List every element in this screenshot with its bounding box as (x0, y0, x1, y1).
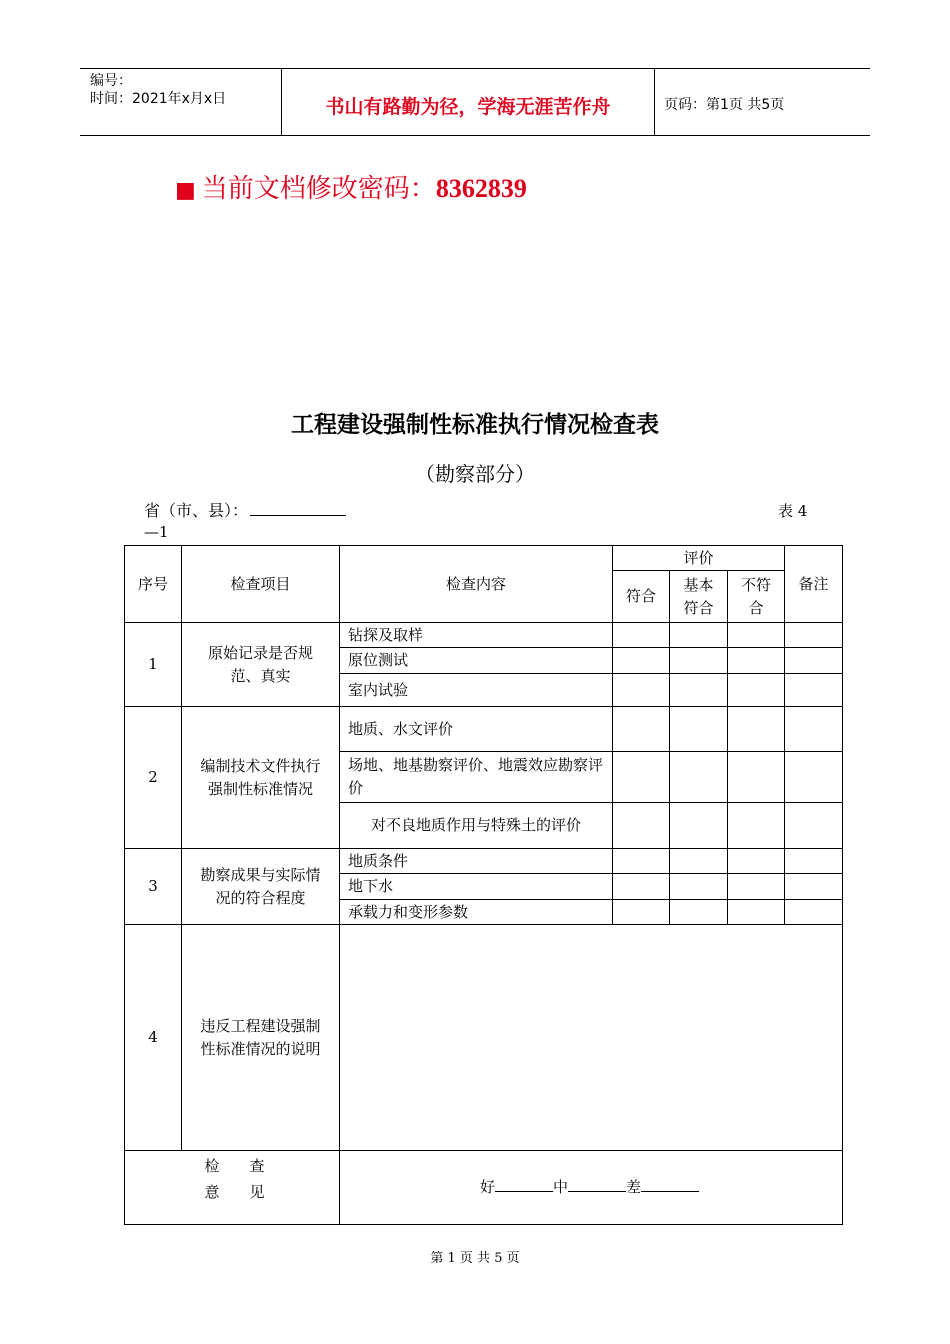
serial-label: 编号： (90, 73, 132, 89)
remarks-cell[interactable] (785, 623, 843, 648)
seq-cell: 3 (125, 849, 182, 925)
conform-cell[interactable] (613, 803, 670, 849)
item-line: 编制技术文件执行 (200, 756, 321, 775)
violation-description-cell[interactable] (340, 925, 843, 1151)
basic-conform-cell[interactable] (670, 849, 728, 874)
conform-cell[interactable] (613, 674, 670, 707)
conform-cell[interactable] (613, 707, 670, 752)
table-row (125, 849, 843, 874)
remarks-cell[interactable] (785, 648, 843, 674)
inspection-opinion-row (125, 1151, 843, 1225)
label-char: 检 (204, 1157, 220, 1175)
content-cell: 地质条件 (340, 849, 613, 874)
header-remarks: 备注 (785, 546, 843, 623)
item-line: 勘察成果与实际情 (200, 865, 321, 884)
label-char: 意 (204, 1183, 220, 1201)
province-line (144, 498, 346, 521)
square-bullet-icon: ■ (175, 178, 196, 203)
header-seq: 序号 (125, 546, 182, 623)
conform-cell[interactable] (613, 849, 670, 874)
content-cell: 地质、水文评价 (340, 707, 613, 752)
item-line: 强制性标准情况 (207, 779, 313, 798)
not-conform-cell[interactable] (728, 674, 785, 707)
conform-cell[interactable] (613, 648, 670, 674)
rating-poor-blank[interactable] (641, 1177, 699, 1192)
page-footer: 第 1 页 共 5 页 (430, 1251, 520, 1266)
not-conform-cell[interactable] (728, 752, 785, 803)
time-label: 时间：2021年x月x日 (90, 91, 227, 107)
basic-conform-cell[interactable] (670, 623, 728, 648)
conform-cell[interactable] (613, 623, 670, 648)
item-cell (182, 849, 340, 925)
content-cell: 对不良地质作用与特殊土的评价 (340, 803, 613, 849)
rating-options (480, 1176, 699, 1199)
header-not-conform-line2: 合 (748, 598, 764, 617)
header-item: 检查项目 (182, 546, 340, 623)
header-motto: 书山有路勤为径，学海无涯苦作舟 (325, 96, 611, 118)
item-line: 违反工程建设强制 (200, 1016, 321, 1035)
basic-conform-cell[interactable] (670, 648, 728, 674)
inspection-opinion-label (125, 1151, 340, 1225)
remarks-cell[interactable] (785, 874, 843, 900)
table-number: 表 4 (778, 502, 808, 520)
header-divider-right (654, 68, 655, 136)
header-page-info: 页码：第1页 共5页 (664, 97, 785, 113)
content-cell: 地下水 (340, 874, 613, 900)
header-evaluation: 评价 (613, 546, 785, 571)
basic-conform-cell[interactable] (670, 752, 728, 803)
header-basic-conform-line2: 符合 (683, 598, 714, 617)
basic-conform-cell[interactable] (670, 803, 728, 849)
item-cell (182, 925, 340, 1151)
remarks-cell[interactable] (785, 674, 843, 707)
table-row (125, 623, 843, 648)
table-row (125, 707, 843, 752)
password-code: 8362839 (435, 174, 527, 203)
rating-medium-blank[interactable] (568, 1177, 626, 1192)
not-conform-cell[interactable] (728, 900, 785, 925)
province-label: 省（市、县）： (144, 501, 249, 520)
item-cell (182, 623, 340, 707)
remarks-cell[interactable] (785, 803, 843, 849)
conform-cell[interactable] (613, 900, 670, 925)
basic-conform-cell[interactable] (670, 674, 728, 707)
basic-conform-cell[interactable] (670, 900, 728, 925)
seq-cell: 1 (125, 623, 182, 707)
item-line: 性标准情况的说明 (200, 1039, 321, 1058)
item-cell (182, 707, 340, 849)
table-row (125, 925, 843, 1151)
label-char: 查 (249, 1157, 265, 1175)
rating-poor-label: 差 (626, 1178, 642, 1196)
inspection-opinion-field (340, 1151, 843, 1225)
header-basic-conform-line1: 基本 (683, 575, 714, 594)
content-cell: 场地、地基勘察评价、地震效应勘察评价 (340, 752, 613, 803)
province-blank[interactable] (250, 501, 346, 516)
header-top-rule (80, 68, 870, 69)
content-cell: 原位测试 (340, 648, 613, 674)
password-notice (175, 168, 527, 205)
inspection-table (124, 545, 843, 1225)
conform-cell[interactable] (613, 752, 670, 803)
header-content: 检查内容 (340, 546, 613, 623)
remarks-cell[interactable] (785, 900, 843, 925)
content-cell: 室内试验 (340, 674, 613, 707)
basic-conform-cell[interactable] (670, 874, 728, 900)
content-cell: 承载力和变形参数 (340, 900, 613, 925)
seq-cell: 2 (125, 707, 182, 849)
remarks-cell[interactable] (785, 849, 843, 874)
remarks-cell[interactable] (785, 707, 843, 752)
basic-conform-cell[interactable] (670, 707, 728, 752)
not-conform-cell[interactable] (728, 874, 785, 900)
not-conform-cell[interactable] (728, 707, 785, 752)
table-header-row (125, 546, 843, 571)
not-conform-cell[interactable] (728, 803, 785, 849)
conform-cell[interactable] (613, 874, 670, 900)
header-not-conform (728, 571, 785, 623)
item-line: 况的符合程度 (215, 888, 306, 907)
seq-cell: 4 (125, 925, 182, 1151)
item-line: 范、真实 (230, 666, 291, 685)
header-bottom-rule (80, 135, 870, 136)
header-basic-conform (670, 571, 728, 623)
content-cell: 钻探及取样 (340, 623, 613, 648)
password-label: 当前文档修改密码： (201, 174, 436, 204)
not-conform-cell[interactable] (728, 623, 785, 648)
not-conform-cell[interactable] (728, 648, 785, 674)
rating-good-blank[interactable] (495, 1177, 553, 1192)
document-title: 工程建设强制性标准执行情况检查表 (291, 412, 659, 438)
header-meta (90, 72, 226, 108)
label-char: 见 (249, 1183, 265, 1201)
remarks-cell[interactable] (785, 752, 843, 803)
header-conform: 符合 (613, 571, 670, 623)
item-line: 原始记录是否规 (207, 643, 313, 662)
table-number-suffix: —1 (144, 523, 169, 541)
rating-medium-label: 中 (553, 1178, 569, 1196)
document-subtitle: （勘察部分） (415, 462, 535, 486)
header-not-conform-line1: 不符 (740, 575, 771, 594)
not-conform-cell[interactable] (728, 849, 785, 874)
rating-good-label: 好 (480, 1178, 496, 1196)
